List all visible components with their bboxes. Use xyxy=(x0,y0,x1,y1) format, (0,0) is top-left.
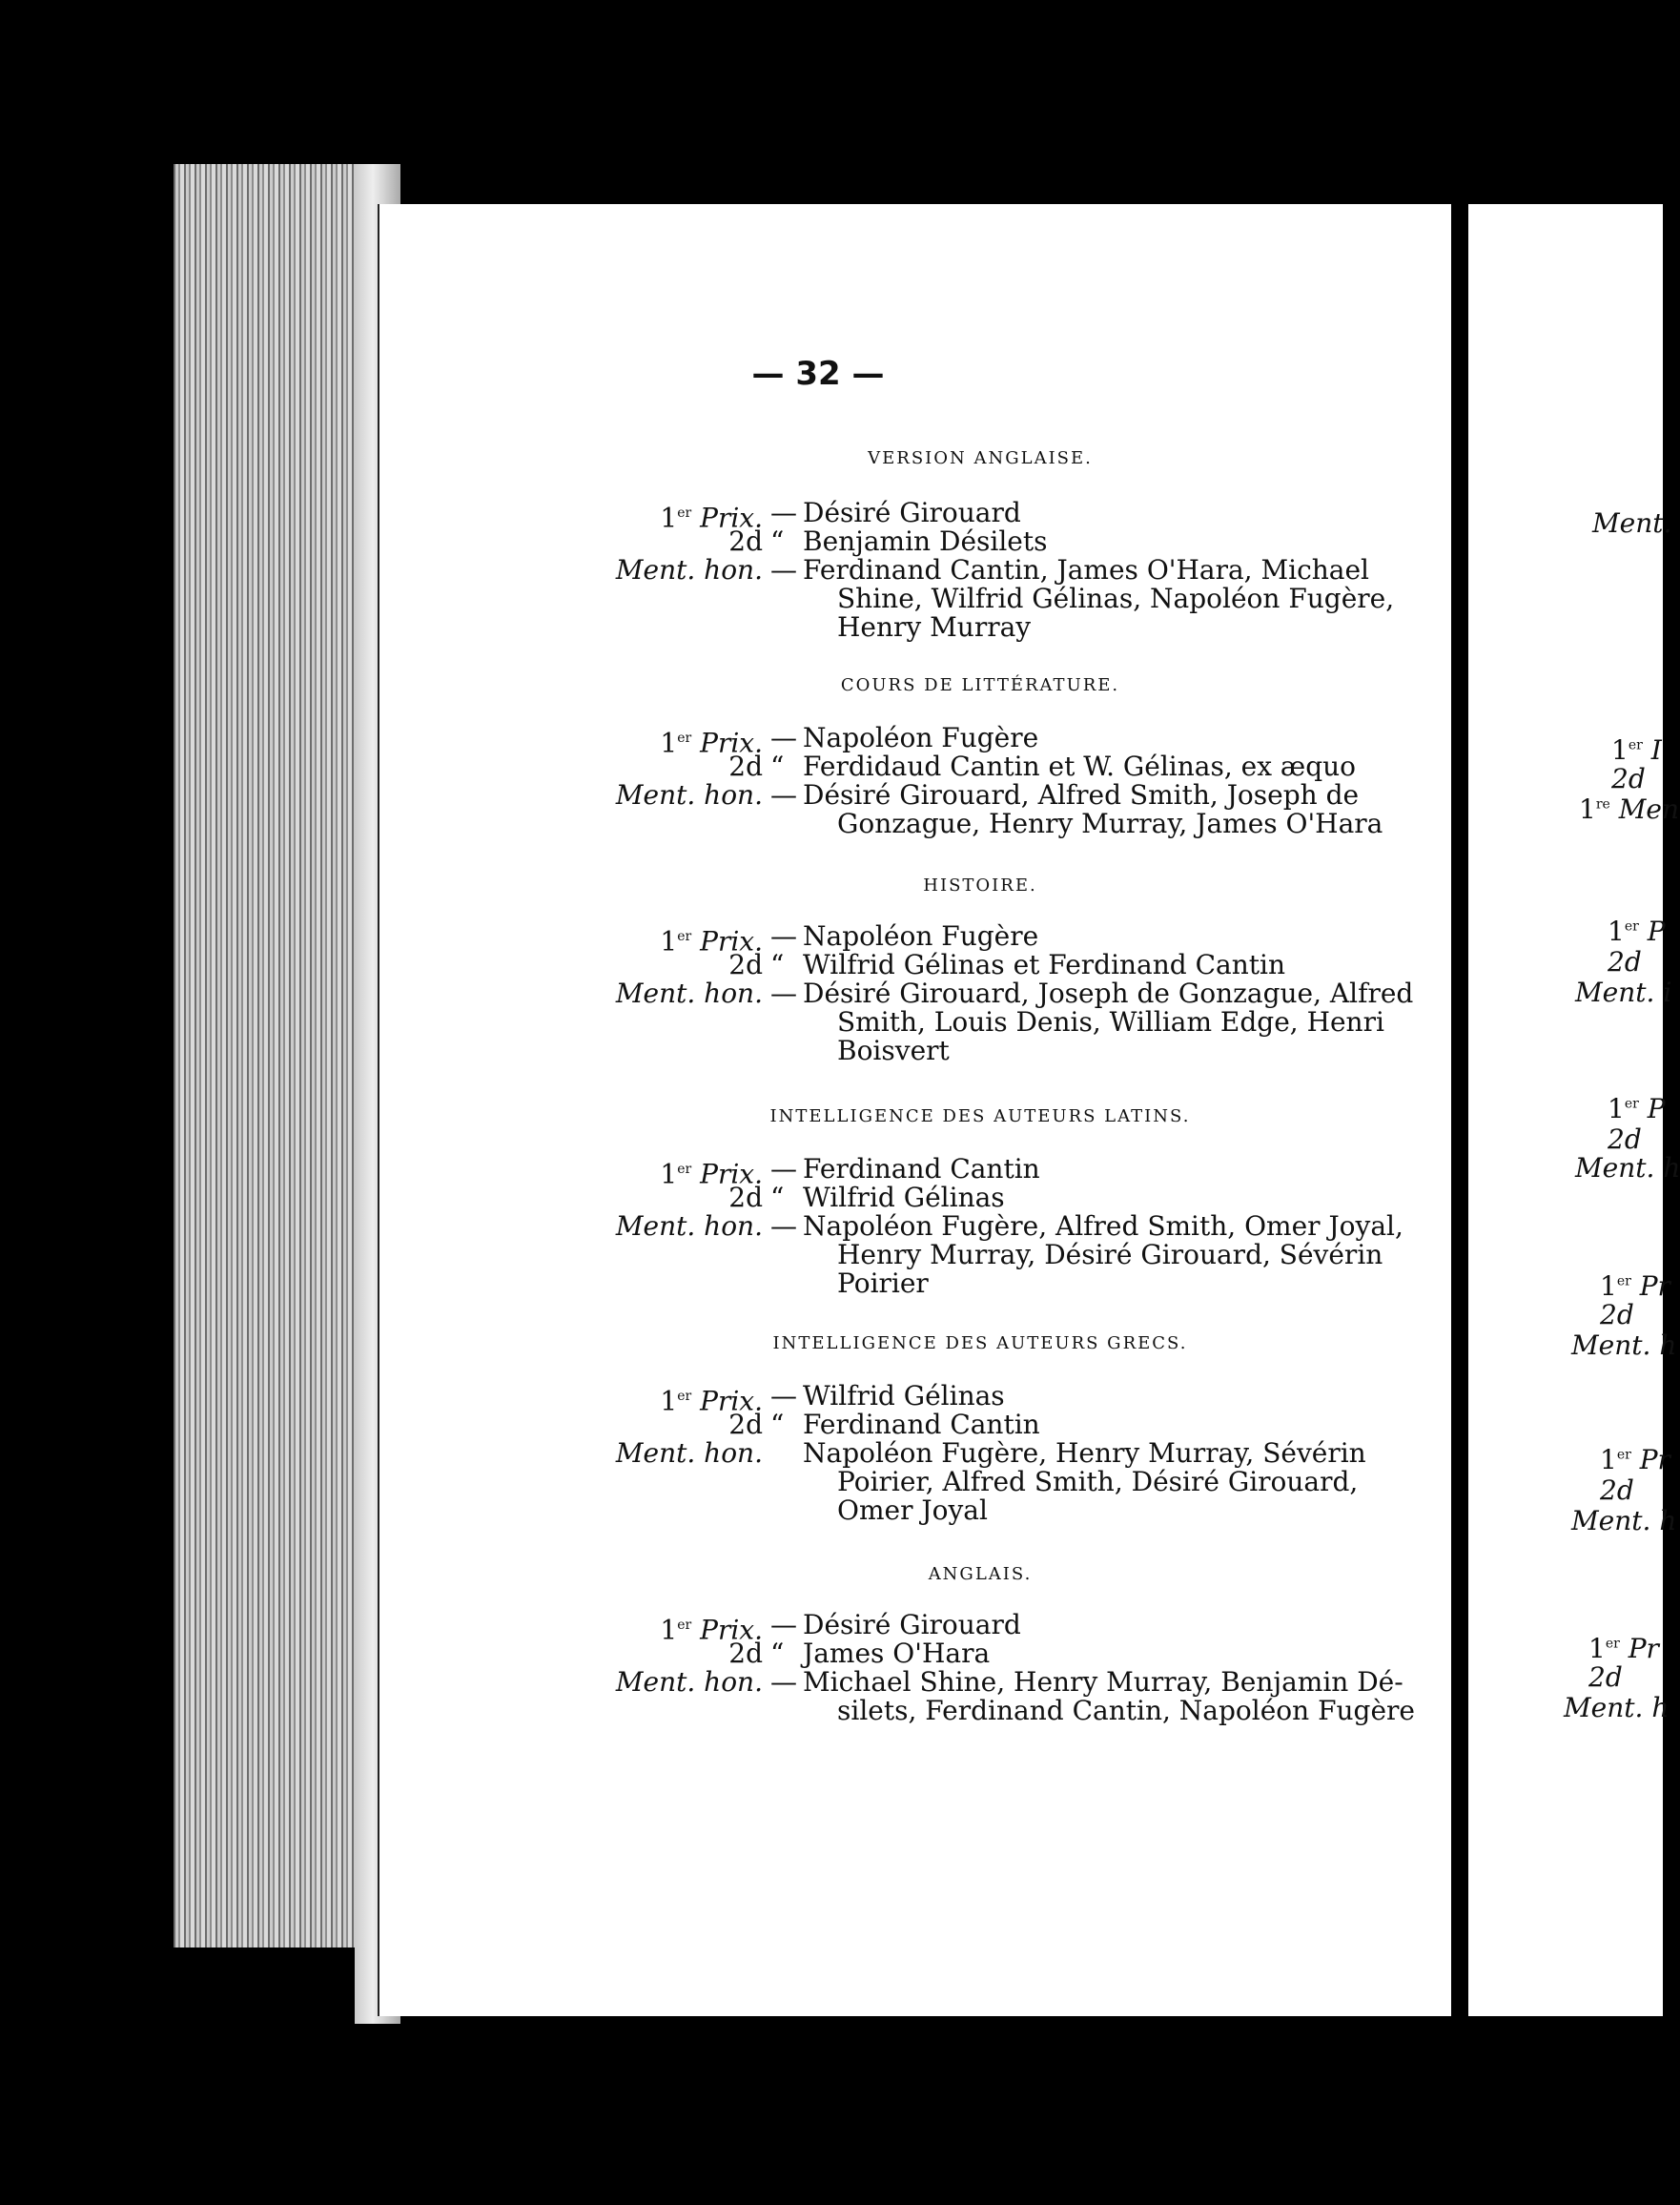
award-recipients: Napoléon Fugère, Henry Murray, Sévérin xyxy=(803,1437,1366,1469)
award-recipients: Benjamin Désilets xyxy=(803,525,1048,557)
right-page-fragment: 2d xyxy=(1600,1299,1634,1330)
award-separator: “ xyxy=(770,949,785,980)
award-separator: — xyxy=(770,1666,797,1698)
award-separator: “ xyxy=(770,1638,785,1669)
award-recipients: Ferdidaud Cantin et W. Gélinas, ex æquo xyxy=(803,751,1357,782)
right-page-fragment: 1er Pr xyxy=(1588,1633,1659,1664)
right-page-fragment: 1er I xyxy=(1611,734,1662,766)
section-title: COURS DE LITTÉRATURE. xyxy=(840,675,1120,695)
award-label: 2d xyxy=(728,949,763,980)
award-recipients: Désiré Girouard, Joseph de Gonzague, Alfred xyxy=(803,978,1414,1009)
right-page-fragment: 1er Pr xyxy=(1600,1270,1670,1302)
award-recipients: Napoléon Fugère, Alfred Smith, Omer Joyal, xyxy=(803,1210,1403,1242)
award-recipients: Désiré Girouard, Alfred Smith, Joseph de xyxy=(803,779,1360,811)
award-label: 2d xyxy=(728,525,763,557)
award-separator: — xyxy=(770,1153,797,1185)
section-title: VERSION ANGLAISE. xyxy=(868,448,1093,468)
award-recipients: Wilfrid Gélinas et Ferdinand Cantin xyxy=(803,949,1285,980)
recipients-continuation: Henry Murray, Désiré Girouard, Sévérin xyxy=(837,1239,1383,1270)
award-recipients: Napoléon Fugère xyxy=(803,920,1039,952)
award-label: 1er Prix. xyxy=(660,502,763,534)
award-label: 1er Prix. xyxy=(660,925,763,958)
recipients-continuation: silets, Ferdinand Cantin, Napoléon Fugère xyxy=(837,1695,1415,1726)
award-separator: “ xyxy=(770,1409,785,1440)
award-label: 1er Prix. xyxy=(660,1614,763,1646)
right-page-fragment: 1er P xyxy=(1608,1093,1666,1124)
award-separator: “ xyxy=(770,525,785,557)
right-page-fragment: Ment. h xyxy=(1575,1152,1680,1184)
award-label: Ment. hon. xyxy=(615,1437,763,1469)
page-number: — 32 — xyxy=(751,355,885,393)
award-label: Ment. hon. xyxy=(615,978,763,1009)
award-separator: — xyxy=(770,554,797,586)
award-recipients: Wilfrid Gélinas xyxy=(803,1182,1005,1213)
right-page-fragment: Ment. h xyxy=(1571,1329,1677,1361)
award-label: Ment. hon. xyxy=(615,554,763,586)
award-separator: — xyxy=(770,920,797,952)
right-page-fragment: Ment. h xyxy=(1564,1692,1670,1723)
award-separator: — xyxy=(770,1380,797,1412)
recipients-continuation: Poirier xyxy=(837,1267,929,1299)
award-recipients: Ferdinand Cantin xyxy=(803,1409,1040,1440)
right-page-fragment: 2d xyxy=(1608,946,1642,978)
award-recipients: Wilfrid Gélinas xyxy=(803,1380,1005,1412)
award-recipients: Désiré Girouard xyxy=(803,1609,1021,1640)
award-separator: — xyxy=(770,779,797,811)
right-page-fragment: 1er P xyxy=(1608,916,1666,947)
recipients-continuation: Shine, Wilfrid Gélinas, Napoléon Fugère, xyxy=(837,583,1395,614)
award-label: 2d xyxy=(728,1638,763,1669)
award-label: Ment. hon. xyxy=(615,1666,763,1698)
right-page-fragment: 2d xyxy=(1608,1123,1642,1155)
right-page-fragment: 1er Pr xyxy=(1600,1444,1670,1475)
award-separator: — xyxy=(770,1210,797,1242)
right-page-fragment: 1re Men xyxy=(1579,793,1679,825)
right-page-fragment: 2d xyxy=(1600,1474,1634,1506)
section-title: ANGLAIS. xyxy=(928,1564,1033,1584)
section-title: INTELLIGENCE DES AUTEURS GRECS. xyxy=(772,1333,1188,1353)
award-recipients: Désiré Girouard xyxy=(803,497,1021,528)
right-page-fragment: Ment. xyxy=(1592,507,1672,539)
recipients-continuation: Henry Murray xyxy=(837,611,1032,643)
recipients-continuation: Smith, Louis Denis, William Edge, Henri xyxy=(837,1006,1384,1038)
right-page-fragment: 2d xyxy=(1588,1661,1623,1693)
award-separator: — xyxy=(770,497,797,528)
award-label: Ment. hon. xyxy=(615,1210,763,1242)
section-title: HISTOIRE. xyxy=(923,876,1037,896)
award-recipients: Ferdinand Cantin xyxy=(803,1153,1040,1185)
award-recipients: Ferdinand Cantin, James O'Hara, Michael xyxy=(803,554,1370,586)
award-recipients: James O'Hara xyxy=(803,1638,991,1669)
right-page-fragment: Ment. h xyxy=(1571,1505,1677,1536)
award-label: 2d xyxy=(728,751,763,782)
award-separator: — xyxy=(770,722,797,753)
recipients-continuation: Omer Joyal xyxy=(837,1494,988,1526)
award-separator: — xyxy=(770,1609,797,1640)
recipients-continuation: Poirier, Alfred Smith, Désiré Girouard, xyxy=(837,1466,1359,1497)
award-label: 2d xyxy=(728,1182,763,1213)
award-label: Ment. hon. xyxy=(615,779,763,811)
award-recipients: Michael Shine, Henry Murray, Benjamin Dé- xyxy=(803,1666,1403,1698)
award-separator: “ xyxy=(770,1182,785,1213)
award-separator: — xyxy=(770,978,797,1009)
award-recipients: Napoléon Fugère xyxy=(803,722,1039,753)
recipients-continuation: Gonzague, Henry Murray, James O'Hara xyxy=(837,808,1383,839)
recipients-continuation: Boisvert xyxy=(837,1035,950,1066)
right-page-fragment: 2d xyxy=(1611,763,1646,794)
section-title: INTELLIGENCE DES AUTEURS LATINS. xyxy=(769,1106,1191,1126)
award-label: 1er Prix. xyxy=(660,727,763,759)
right-page-fragment: Ment. i xyxy=(1575,977,1672,1008)
award-label: 2d xyxy=(728,1409,763,1440)
award-label: 1er Prix. xyxy=(660,1158,763,1190)
award-label: 1er Prix. xyxy=(660,1385,763,1417)
award-separator: “ xyxy=(770,751,785,782)
